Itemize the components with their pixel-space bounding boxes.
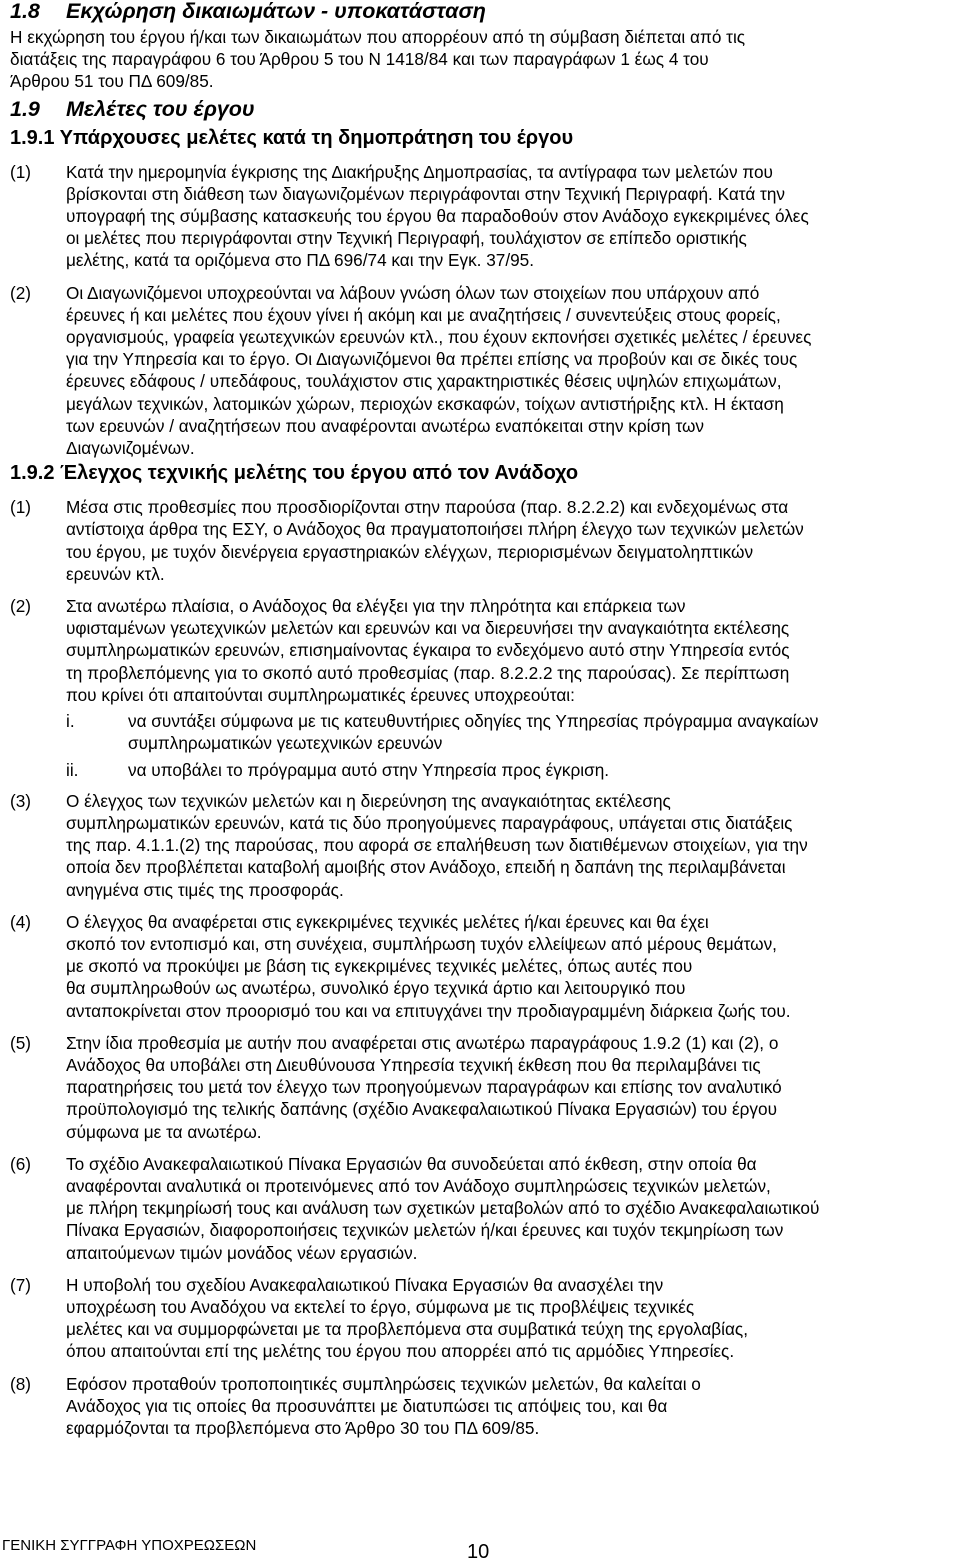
paragraph-line: Η υποβολή του σχεδίου Ανακεφαλαιωτικού Πίνακα Εργασιών θα ανασχέλει την — [66, 1274, 664, 1295]
item-label: (6) — [10, 1153, 32, 1174]
item-paragraph — [66, 595, 954, 706]
item-paragraph — [66, 790, 954, 901]
paragraph-line: ανταποκρίνεται στον προορισμό του και να επιτυγχάνει την προδιαγραμμένη διάρκεια ζωής του. — [66, 1000, 791, 1021]
paragraph-line: συμπληρωματικών ερευνών, επισημαίνοντας έγκαιρα το ενδεχόμενο αυτό στην Υπηρεσία εντός — [66, 640, 790, 661]
paragraph-line: οποία δεν προβλέπεται καταβολή αμοιβής στον Ανάδοχο, επειδή η δαπάνη της περιλαμβάνεται — [66, 857, 786, 878]
paragraph-line: υφισταμένων γεωτεχνικών μελετών και ερευνών και να διερευνήσει την αναγκαιότητα εκτέλεσης — [66, 618, 790, 639]
paragraph-line: υποχρέωση του Αναδόχου να εκτελεί το έργο, σύμφωνα με τις προβλέψεις τεχνικές — [66, 1296, 695, 1317]
paragraph-line: συμπληρωματικών γεωτεχνικών ερευνών — [128, 733, 443, 754]
sub-item-label: ii. — [66, 760, 79, 781]
section-1-9-heading — [10, 96, 954, 122]
paragraph-line: βρίσκονται στη διάθεση των διαγωνιζομένων περιγράφονται στην Τεχνική Περιγραφή. Κατά την — [66, 183, 786, 204]
paragraph-line: Διαγωνιζομένων. — [66, 438, 195, 459]
section-1-9-2-heading: 1.9.2 Έλεγχος τεχνικής μελέτης του έργου από τον Ανάδοχο — [10, 462, 579, 485]
page-number: 10 — [467, 1541, 490, 1563]
paragraph-line: έρευνες ή και μελέτες που έχουν γίνει ή ακόμη και με αναζητήσεις / συνεντεύξεις στους φορείς, — [66, 304, 781, 325]
paragraph-line: προϋπολογισμό της τελικής δαπάνης (σχέδιο Ανακεφαλαιωτικού Πίνακα Εργασιών) του έργου — [66, 1099, 777, 1120]
sub-item-paragraph — [128, 710, 954, 754]
paragraph-line: συμπληρωματικών ερευνών, κατά τις δύο προηγούμενες παραγράφους, υπάγεται στις διατάξεις — [66, 812, 793, 833]
paragraph-line: Η εκχώρηση του έργου ή/και των δικαιωμάτων που απορρέουν από τη σύμβαση διέπεται από τις — [10, 27, 746, 47]
item-label: (5) — [10, 1032, 32, 1053]
paragraph-line: Κατά την ημερομηνία έγκρισης της Διακήρυξης Δημοπρασίας, τα αντίγραφα των μελετών που — [66, 161, 773, 182]
paragraph-line: να υποβάλει το πρόγραμμα αυτό στην Υπηρεσία προς έγκριση. — [128, 760, 610, 781]
paragraph-line: όπου απαιτούνται επί της μελέτης του έργου που απορρέει από τις αρμόδιες Υπηρεσίες. — [66, 1341, 735, 1362]
paragraph-line: εφαρμόζονται τα προβλεπόμενα στο Άρθρο 30 του ΠΔ 609/85. — [66, 1417, 540, 1438]
paragraph-line: Εφόσον προταθούν τροποποιητικές συμπληρώσεις τεχνικών μελετών, θα καλείται ο — [66, 1373, 701, 1394]
sub-list-item — [66, 759, 954, 781]
document-content — [10, 0, 954, 1439]
paragraph-line: που κρίνει ότι απαιτούνται συμπληρωματικές έρευνες υποχρεούται: — [66, 684, 575, 705]
paragraph-line: σύμφωνα με τα ανωτέρω. — [66, 1121, 262, 1142]
section-number: 1.9 — [10, 96, 40, 121]
paragraph-line: με πλήρη τεκμηρίωσή τους και ανάλυση των σχετικών μεταβολών από το σχέδιο Ανακεφαλαιωτικού — [66, 1198, 820, 1219]
list-item — [10, 161, 954, 272]
paragraph-line: διατάξεις της παραγράφου 6 του Άρθρου 5 του Ν 1418/84 και των παραγράφων 1 έως 4 του — [10, 49, 709, 70]
paragraph-line: με σκοπό να προκύψει με βάση τις εγκεκριμένες τεχνικές μελέτες, όπως αυτές που — [66, 956, 693, 977]
paragraph-line: Άρθρου 51 του ΠΔ 609/85. — [10, 71, 214, 92]
paragraph-line: της παρ. 4.1.1.(2) της παρούσας, που αφορά σε επαλήθευση των διατιθέμενων στοιχείων, για την — [66, 835, 808, 856]
list-item — [10, 282, 954, 460]
paragraph-line: για την Υπηρεσία και το έργο. Οι Διαγωνιζόμενοι θα πρέπει επίσης να προβούν και σε δικές τους — [66, 349, 798, 370]
item-paragraph — [66, 1274, 954, 1363]
item-label: (7) — [10, 1274, 32, 1295]
paragraph-line: θα συμπληρωθούν ως ανωτέρω, συνολικό έργο τεχνικά άρτιο και λειτουργικό που — [66, 978, 686, 999]
item-label: (3) — [10, 790, 32, 811]
paragraph-line: Ανάδοχος για τις οποίες θα προσυνάπτει με διατυπώσει τις απόψεις του, και θα — [66, 1395, 668, 1416]
item-paragraph — [66, 282, 954, 460]
paragraph-line: ανηγμένα στις τιμές της προσφοράς. — [66, 879, 344, 900]
paragraph-line: μελέτης, κατά τα οριζόμενα στο ΠΔ 696/74 και την Εγκ. 37/95. — [66, 250, 535, 271]
paragraph-line: παρατηρήσεις του μετά τον έλεγχο των προηγούμενων παραγράφων και επίσης τον αναλυτικό — [66, 1077, 782, 1098]
section-1-8-heading — [10, 0, 954, 24]
paragraph-line: αντίστοιχα άρθρα της ΕΣΥ, ο Ανάδοχος θα πραγματοποιήσει πλήρη έλεγχο των τεχνικών μελετών — [66, 519, 804, 540]
paragraph-line: Ανάδοχος θα υποβάλει στη Διευθύνουσα Υπηρεσία τεχνική έκθεση που θα περιλαμβάνει τις — [66, 1054, 761, 1075]
paragraph-line: οργανισμούς, γραφεία γεωτεχνικών ερευνών κτλ., που έχουν εκπονήσει σχετικές μελέτες / έρευνες — [66, 327, 812, 348]
item-paragraph — [66, 1153, 954, 1264]
item-label: (8) — [10, 1373, 32, 1394]
item-label: (2) — [10, 282, 32, 303]
paragraph-line: Ο έλεγχος των τεχνικών μελετών και η διερεύνηση της αναγκαιότητας εκτέλεσης — [66, 790, 671, 811]
list-item — [10, 790, 954, 901]
item-paragraph — [66, 1032, 954, 1143]
paragraph-line: του έργου, με τυχόν διενέργεια εργαστηριακών ελέγχων, περιορισμένων δειγματοληπτικών — [66, 541, 754, 562]
paragraph-line: μελέτες και να συμμορφώνεται με τα προβλεπόμενα στα συμβατικά τεύχη της εργολαβίας, — [66, 1319, 748, 1340]
paragraph-line: σκοπό τον εντοπισμό και, στη συνέχεια, συμπλήρωση τυχόν ελλείψεων από μέρους θεμάτων, — [66, 933, 777, 954]
footer-document-title: ΓΕΝΙΚΗ ΣΥΓΓΡΑΦΗ ΥΠΟΧΡΕΩΣΕΩΝ — [2, 1537, 257, 1554]
item-paragraph — [66, 161, 954, 272]
paragraph-line: Στα ανωτέρω πλαίσια, ο Ανάδοχος θα ελέγξει για την πληρότητα και επάρκεια των — [66, 596, 686, 617]
paragraph-line: οι μελέτες που περιγράφονται στην Τεχνική Περιγραφή, τουλάχιστον σε επίπεδο οριστικής — [66, 228, 747, 249]
paragraph-line: μεγάλων τεχνικών, λατομικών χώρων, περιοχών εκσκαφών, τοίχων αντιστήριξης κτλ. Η έκταση — [66, 393, 784, 414]
paragraph-line: έρευνες εδάφους / υπεδάφους, τουλάχιστον στις χαρακτηριστικές θέσεις υψηλών επιχωμάτων, — [66, 371, 782, 392]
list-item — [10, 595, 954, 782]
list-item — [10, 496, 954, 585]
item-label: (4) — [10, 911, 32, 932]
section-title: Εκχώρηση δικαιωμάτων - υποκατάσταση — [66, 0, 486, 23]
sub-list-item — [66, 710, 954, 754]
item-paragraph — [66, 1373, 954, 1440]
paragraph-line: τη προβλεπόμενης για το σκοπό αυτό προθεσμίας (παρ. 8.2.2.2 της παρούσας). Σε περίπτωση — [66, 662, 790, 683]
list-item — [10, 1373, 954, 1440]
list-item — [10, 1274, 954, 1363]
section-number: 1.8 — [10, 0, 40, 23]
paragraph-line: Ο έλεγχος θα αναφέρεται στις εγκεκριμένες τεχνικές μελέτες ή/και έρευνες και θα έχει — [66, 911, 709, 932]
list-item — [10, 1153, 954, 1264]
item-body — [66, 595, 954, 782]
paragraph-line: ερευνών κτλ. — [66, 563, 165, 584]
item-label: (1) — [10, 497, 32, 518]
paragraph-line: αναφέρονται αναλυτικά οι προτεινόμενες από τον Ανάδοχο συμπληρώσεις τεχνικών μελετών, — [66, 1175, 771, 1196]
list-item — [10, 911, 954, 1022]
paragraph-line: των ερευνών / αναζητήσεων που αναφέρονται ανωτέρω εναπόκειται στην κρίση των — [66, 415, 705, 436]
section-title: Μελέτες του έργου — [66, 96, 255, 121]
paragraph-line: Μέσα στις προθεσμίες που προσδιορίζονται στην παρούσα (παρ. 8.2.2.2) και ενδεχομένως στα — [66, 497, 789, 518]
paragraph-line: Το σχέδιο Ανακεφαλαιωτικού Πίνακα Εργασιών θα συνοδεύεται από έκθεση, στην οποία θα — [66, 1153, 757, 1174]
paragraph-line: υπογραφή της σύμβασης κατασκευής του έργου θα παραδοθούν στον Ανάδοχο εγκεκριμένες όλες — [66, 206, 809, 227]
paragraph-line: απαιτούμενων τιμών μονάδος νέων εργασιών. — [66, 1242, 418, 1263]
paragraph-line: Στην ίδια προθεσμία με αυτήν που αναφέρεται στις ανωτέρω παραγράφους 1.9.2 (1) και (2), ο — [66, 1032, 779, 1053]
item-paragraph — [66, 911, 954, 1022]
item-label: (1) — [10, 161, 32, 182]
list-item — [10, 1032, 954, 1143]
sub-item-label: i. — [66, 711, 75, 732]
paragraph-line: Πίνακα Εργασιών, διαφοροποιήσεις τεχνικών μελετών ή/και έρευνες και τυχόν τεκμηρίωση των — [66, 1220, 784, 1241]
paragraph-line: να συντάξει σύμφωνα με τις κατευθυντήριες οδηγίες της Υπηρεσίας πρόγραμμα αναγκαίων — [128, 711, 819, 732]
section-1-8-paragraph — [10, 26, 954, 93]
item-paragraph — [66, 496, 954, 585]
section-1-9-1-heading: 1.9.1 Υπάρχουσες μελέτες κατά τη δημοπράτηση του έργου — [10, 126, 574, 149]
item-label: (2) — [10, 596, 32, 617]
paragraph-line: Οι Διαγωνιζόμενοι υποχρεούνται να λάβουν γνώση όλων των στοιχείων που υπάρχουν από — [66, 282, 760, 303]
sub-item-paragraph — [128, 759, 954, 781]
